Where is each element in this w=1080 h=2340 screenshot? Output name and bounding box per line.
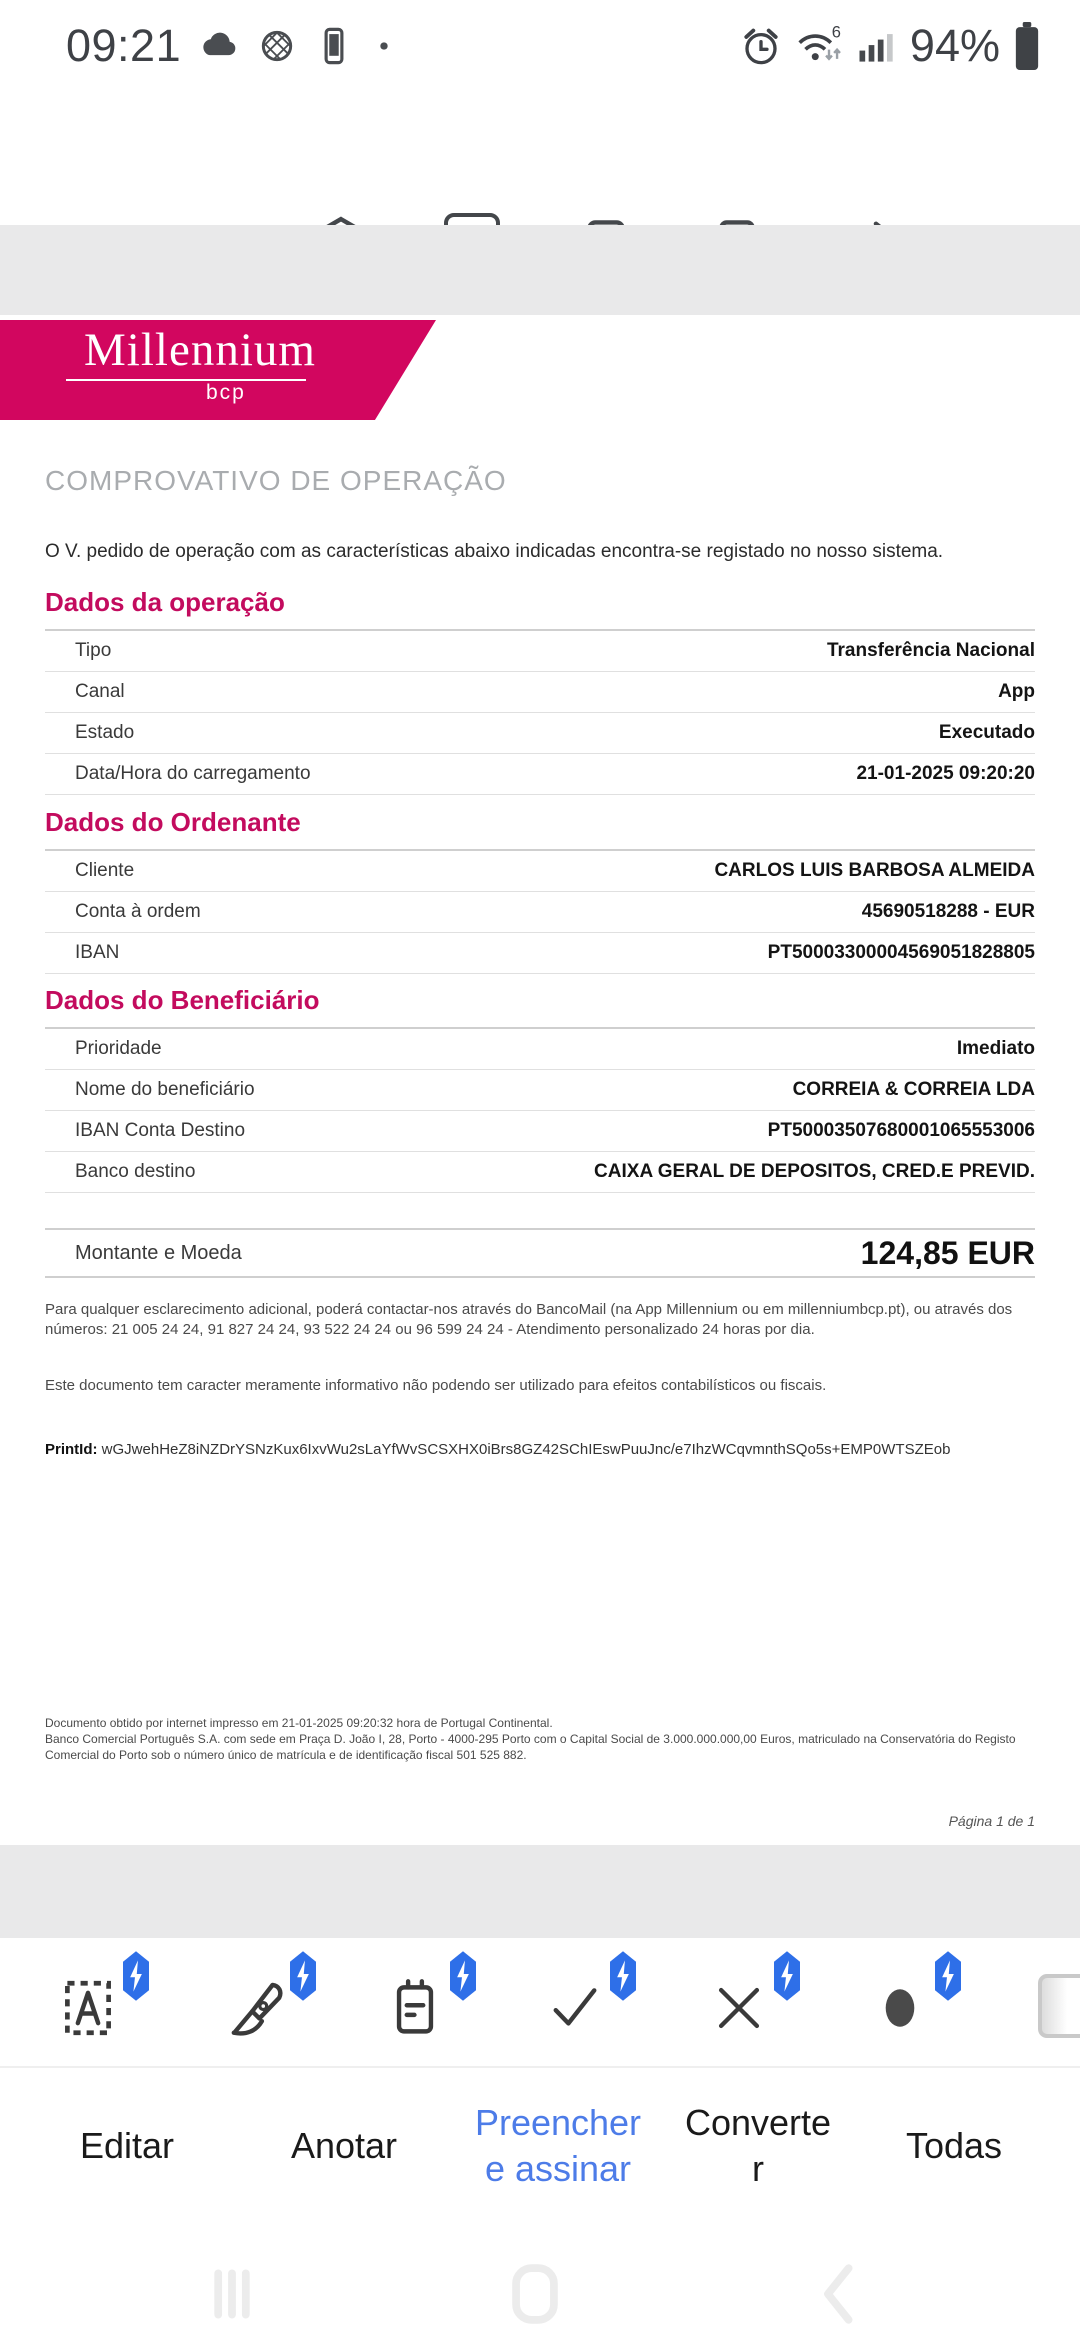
tab-label: Converter [684, 2101, 832, 2189]
tab-label: Preencher e assinar [474, 2101, 642, 2189]
section-title: Dados da operação [45, 587, 285, 617]
globe-icon [257, 26, 297, 66]
phone-icon [313, 25, 355, 67]
fill-form-icon[interactable] [375, 1972, 455, 2044]
table-row [45, 1070, 1035, 1111]
fineprint-line2: Banco Comercial Português S.A. com sede em Praça D. João I, 28, Porto - 4000-295 Porto com o Capital Social de 3.000.000.000,00 Euros, matriculado na Conservatória do Registo Comercial do Porto sob o número único de matrícula e de identificação fiscal 501 525 882. [45, 1732, 1016, 1763]
section-dados-beneficiario [45, 985, 1035, 1193]
tab-label: Anotar [290, 2124, 398, 2166]
table-row [45, 631, 1035, 672]
lightning-badge [287, 1950, 319, 2002]
row-value: CORREIA & CORREIA LDA [792, 1079, 1035, 1100]
table-row [45, 1152, 1035, 1193]
table-row [45, 1111, 1035, 1152]
app-toolbar [0, 90, 1080, 225]
toolbar-separator [0, 2066, 1080, 2068]
section-dados-ordenante [45, 807, 1035, 974]
row-value: CARLOS LUIS BARBOSA ALMEIDA [714, 860, 1035, 881]
row-value: PT50003507680001065553006 [767, 1120, 1035, 1141]
row-label: IBAN Conta Destino [75, 1120, 246, 1141]
document-gap-bottom [0, 1845, 1080, 1938]
tab-editar[interactable] [17, 2088, 237, 2204]
row-value: 21-01-2025 09:20:20 [856, 763, 1035, 784]
status-time: 09:21 [66, 20, 182, 71]
tab-label: Editar [79, 2124, 175, 2166]
row-label: Estado [75, 722, 135, 743]
recents-icon[interactable] [201, 2252, 263, 2336]
row-value: 45690518288 - EUR [861, 901, 1035, 922]
shape-icon[interactable] [860, 1972, 940, 2044]
contact-paragraph: Para qualquer esclarecimento adicional, poderá contactar-nos através do BancoMail (na App Millennium ou em millenniumbcp.pt), ou através dos números: 21 005 24 24, 91 827 24 24, 93 522 24 24 ou 96 599 24 24 - Atendimento personalizado 24 horas por dia. [45, 1301, 1013, 1339]
section-title: Dados do Ordenante [45, 807, 301, 837]
document-page[interactable] [0, 315, 1080, 1845]
lightning-badge [120, 1950, 152, 2002]
alarm-icon [740, 25, 782, 67]
bank-logo: Millennium [84, 324, 316, 376]
tab-label: Todas [905, 2124, 1003, 2166]
amount-row [45, 1228, 1035, 1278]
wifi-gen-label: 6 [831, 24, 841, 42]
row-value: App [998, 681, 1035, 702]
disclaimer-paragraph: Este documento tem caracter meramente informativo não podendo ser utilizado para efeitos contabilísticos ou fiscais. [45, 1377, 827, 1394]
wifi-icon [794, 24, 842, 68]
cutoff-tool-icon[interactable] [1038, 1974, 1080, 2038]
signal-icon [854, 24, 898, 68]
table-row [45, 892, 1035, 933]
printid-value: wGJwehHeZ8iNZDrYSNzKux6IxvWu2sLaYfWvSCSXHX0iBrs8GZ42SChIEswPuuJnc/e7IhzWCqvmnthSQo5s+EMP0WTSZEob [101, 1441, 951, 1458]
status-bar [0, 0, 1080, 90]
document-gap-top [0, 225, 1080, 315]
cross-icon[interactable] [699, 1972, 779, 2044]
notification-dot-icon [371, 33, 397, 59]
row-label: Banco destino [75, 1161, 196, 1182]
table-row [45, 672, 1035, 713]
amount-label: Montante e Moeda [75, 1241, 242, 1264]
row-value: Transferência Nacional [826, 640, 1035, 661]
check-icon[interactable] [535, 1972, 615, 2044]
back-nav-icon[interactable] [809, 2252, 871, 2336]
document-title: COMPROVATIVO DE OPERAÇÃO [45, 465, 507, 496]
amount-value: 124,85 EUR [860, 1234, 1035, 1271]
edit-text-icon[interactable] [48, 1972, 128, 2044]
lightning-badge [771, 1950, 803, 2002]
section-dados-operacao [45, 587, 1035, 795]
printid-line [45, 1441, 1035, 1458]
row-label: Prioridade [75, 1038, 162, 1059]
table-row [45, 754, 1035, 795]
tab-anotar[interactable] [234, 2088, 454, 2204]
row-label: IBAN [75, 942, 120, 963]
row-value: Imediato [956, 1038, 1035, 1059]
bank-logo-sub: bcp [206, 381, 246, 404]
fineprint-line1: Documento obtido por internet impresso em 21-01-2025 09:20:32 hora de Portugal Continental. [45, 1716, 553, 1730]
table-row [45, 851, 1035, 892]
page-indicator: Página 1 de 1 [948, 1813, 1035, 1829]
battery-icon [1012, 20, 1042, 72]
table-row [45, 1029, 1035, 1070]
lightning-badge [447, 1950, 479, 2002]
row-value: Executado [938, 722, 1035, 743]
tab-todas[interactable] [854, 2088, 1054, 2204]
printid-label: PrintId: [45, 1441, 98, 1458]
row-label: Nome do beneficiário [75, 1079, 255, 1100]
document-intro: O V. pedido de operação com as características abaixo indicadas encontra-se registado no nosso sistema. [45, 541, 944, 562]
table-row [45, 713, 1035, 754]
row-label: Tipo [75, 640, 112, 661]
table-row [45, 933, 1035, 974]
home-icon[interactable] [504, 2252, 566, 2336]
cloud-icon [197, 24, 241, 68]
row-label: Data/Hora do carregamento [75, 763, 311, 784]
lightning-badge [932, 1950, 964, 2002]
battery-percent: 94% [909, 20, 1000, 71]
tab-converter[interactable] [683, 2088, 833, 2204]
row-label: Conta à ordem [75, 901, 201, 922]
row-label: Canal [75, 681, 125, 702]
row-value: PT50003300004569051828805 [767, 942, 1035, 963]
fineprint [45, 1715, 1035, 1764]
annotate-pen-icon[interactable] [215, 1972, 295, 2044]
bank-logo-underline [66, 379, 306, 381]
row-value: CAIXA GERAL DE DEPOSITOS, CRED.E PREVID. [594, 1161, 1035, 1182]
tab-preencher-e-assinar[interactable] [463, 2088, 653, 2204]
row-label: Cliente [75, 860, 135, 881]
section-title: Dados do Beneficiário [45, 985, 320, 1015]
lightning-badge [607, 1950, 639, 2002]
